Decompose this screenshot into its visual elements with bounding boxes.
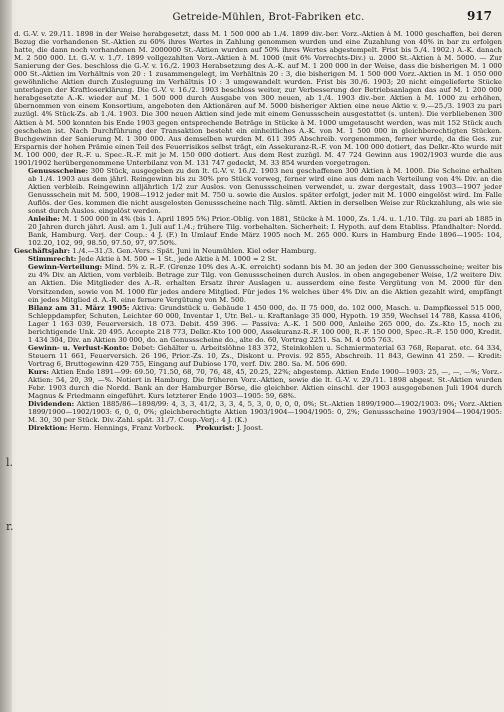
paragraph-genussscheine: Genussscheine: 300 Stück, ausgegeben zu den lt. G.-V. v. 16./2. 1903 neu geschaffenen 300 Aktien à M. 1000. Die Scheine erhalten ab 1./4. 1903 aus dem jährl. Reingewinn bis zu 30% pro Stück vorweg, ferner wird eine aus dem nach Verteilung von 4% Div. an die Aktien verbleib. Reingewinn alljährlich 1/2 zur Auslos. von Genussscheinen verwendet, u. zwar dergestalt, dass 1903—1907 jeder Genussschein mit M. 500, 1908—1912 jeder mit M. 750 u. sowie die Auslos. später erfolgt, jeder mit M. 1000 eingelöst wird. Im Falle Auflös. der Ges. kommen die nicht ausgelosten Genussscheine nach Tilg. sämtl. Aktien in derselben Weise zur Rückzahlung, als wie sie sonst durch Auslos. eingelöst werden. xyxy=(28,166,502,216)
margin-mark-1: l. xyxy=(6,456,14,469)
section-label: Geschäftsjahr: xyxy=(14,247,70,256)
paragraph-capital-history: d. G.-V. v. 29./11. 1898 in der Weise herabgesetzt, dass M. 1 500 000 ab 1./4. 1899 div.-ber. Vorz.-Aktien à M. 1000 geschaffen, bei deren Bezug die vorhandenen St.-Aktien zu 60% ihres Wertes in Zahlung genommen wurden und eine Zuzahlung von 40% in bar zu erfolgen hatte, die dann noch vorhandenen M. 2000000 St.-Aktien wurden auf 50% ihres Wertes abgestempelt. Frist bis 5./4. 1902.) A.-K. danach M. 2 500 000. Lt. G.-V. v. 1./7. 1899 vollgezahlten Vorz.-Aktien à M. 1000 (mit 6% Vorrechts-Div.) u. 2000 St.-Aktien à M. 5000. — Zur Sanierung der Ges. beschloss die G.-V. v. 16./2. 1903 Herabsetzung des A.-K. auf M. 1 200 000 in der Weise, dass die bisherigen M. 1 000 000 St.-Aktien im Verhältnis von 20 : 1 zusammengelegt, im Verhältnis 20 : 3, die bisherigen M. 1 500 000 Vorz.-Aktien in M. 1 050 000 gewöhnliche Aktien durch Zusleguung im Verhältnis 10 : 3 umgewandelt wurden. Frist bis 30./6. 1903; 20 nicht eingelieferte Stücke unterlagen der Kraftloserklärung. Die G.-V. v. 16./2. 1903 beschloss weiter, zur Verbesserung der Betriebsanlagen das auf M. 1 200 000 herabgesetzte A.-K. wieder auf M. 1 500 000 durch Ausgabe von 300 neuen, ab 1./4. 1903 div.-ber. Aktien à M. 1000 zu erhöhen, übernommen von einem Konsortium, angeboten den Aktionären auf M. 5000 bisheriger Aktien eine neue Aktie v. 9.—25./3. 1903 zu pari zuzügl. 4% Stück-Zs. ab 1./4. 1903. Die 300 neuen Aktien sind jede mit einem Genussschein ausgestattet (s. unten). Die verbliebenen 300 Aktien à M. 500 konnten bis Ende 1903 gegen entsprechende Beträge in Stücke à M. 1000 umgetauscht werden, was mit 152 Stück auch geschehen ist. Nach Durchführung der Transaktion besteht ein einheitliches A.-K. von M. 1 500 000 in gleichberechtigten Stücken. Buchgewinn der Sanierung M. 1 300 000. Aus demselben wurden M. 611 395 Abschreib. vorgenommen, ferner wurde, da die Ges. zur Ersparnis der hohen Prämie einen Teil des Feuerrisikos selbst trägt, ein Assekuranz-R.-F. von M. 100 000 dotiert, das Delkr.-Kto wurde mit M. 100 000, der R.-F. u. Spec.-R.-F. mit je M. 150 000 dotiert. Aus dem Rest zuzügl. M. 47 724 Gewinn aus 1902/1903 wurde die aus 1901/1902 herübergenommene Unterbilanz von M. 131 747 gedeckt, M. 33 854 wurden vorgetragen. xyxy=(14,30,502,167)
page-header xyxy=(70,9,492,23)
section-label: Gewinn- u. Verlust-Konto: xyxy=(28,343,130,352)
paragraph-dividenden: Dividenden: Aktien 1885/86—1898/99: 4, 3, 3, 41/2, 3, 3, 4, 5, 3, 0, 0, 0, 0, 0%; St.-Aktien 1899/1900—1902/1903: 0%; Vorz.-Aktien 1899/1900—1902/1903: 6, 0, 0, 0%; gleichberechtigte Aktien 1903/1904—1904/1905: 0, 2%; Genussscheine 1903/1904—1904/1905: M. 30, 30 per Stück. Div.-Zahl. spät. 31./7. Coup.-Verj.: 4 J. (K.) xyxy=(28,400,502,425)
section-label: Gewinn-Verteilung: xyxy=(28,263,103,272)
paragraph-bilanz: Bilanz am 31. März 1905: Aktiva: Grundstück u. Gebäude 1 450 000, do. II 75 000, do. 102 000, Masch. u. Dampfkessel 515 000, Schleppdampfer, Schuten, Leichter 60 000, Inventar 1, Utr. Bel.- u. Kraftanlage 35 000, Hypoth. 19 359, Wechsel 14 788, Kassa 4106, Lager 1 163 039, Feuerversich. 18 073. Debit. 459 396. — Passiva: A.-K. 1 500 000, Anleihe 265 000, do. Zs.-Kto 15, noch zu berichtigende Unk. 20 495. Accepte 218 773, Delkr.-Kto 100 000, Assekuranz-R.-F. 100 000, R.-F. 150 000, Spec.-R.-F. 150 000, Kredit. 1 434 304, Div. an Aktien 30 000, do. an Genussscheine do., alte do. 60, Vortrag 2251. Sa. M. 4 055 763. xyxy=(28,303,502,344)
book-binding-shadow xyxy=(0,0,12,712)
paragraph-direktion: Direktion: Herm. Hennings, Franz Vorbeck. Prokurist: J. Joost. xyxy=(28,424,264,433)
page-number: 917 xyxy=(466,9,492,23)
paragraph-stimmrecht: Stimmrecht: Jede Aktie à M. 500 = 1 St., jede Aktie à M. 1000 = 2 St. xyxy=(28,255,278,264)
paragraph-anleihe: Anleihe: M. 1 500 000 in 4% (bis 1. April 1895 5%) Prior.-Oblig. von 1881, Stücke à M. 1000, Zs. 1./4. u. 1./10. Tilg. zu pari ab 1885 in 20 Jahren durch jährl. Ausl. am 1. Juli auf 1./4.; frühere Tilg. vorbehalten. Sicherheit: I. Hypoth. auf dem Etabliss. Pfandhalter: Nordd. Bank, Hamburg. Verj. der Coup.: 4 J. (F.) In Umlauf Ende März 1905 noch M. 265 000. Kurs in Hamburg Ende 1896—1905: 104, 102.20, 102, 99, 98.50, 97.50, 97, 97.50%. xyxy=(28,215,502,248)
article-body xyxy=(14,30,502,704)
section-label: Genussscheine: xyxy=(28,166,89,175)
section-label: Dividenden: xyxy=(28,400,75,409)
section-label: Direktion: xyxy=(28,424,68,433)
section-label: Kurs: xyxy=(28,367,49,376)
paragraph-gewinn-verlust: Gewinn- u. Verlust-Konto: Debet: Gehälter u. Arbeitslöhne 183 372, Steinkohlen u. Schmiermaterial 63 768, Reparat. etc. 64 334, Steuern 11 661, Feuerversich. 26 196, Prior.-Zs. 10, Zs., Diskont u. Provis. 92 855, Abschreib. 11 843, Gewinn 41 259. — Kredit: Vortrag 6, Bruttogewinn 429 755, Eingang auf Dubiose 170, verf. Div. 280. Sa. M. 506 690. xyxy=(28,343,502,368)
margin-mark-2: r. xyxy=(6,520,14,533)
paragraph-kurs: Kurs: Aktien Ende 1891—99: 69.50, 71.50, 68, 70, 76, 48, 45, 20.25, 22%; abgestemp. Aktien Ende 1900—1903: 25, —, —, —%; Vorz.-Aktien: 54, 20, 39, —%. Notiert in Hamburg. Die früheren Vorz.-Aktien, sowie die lt. G.-V. v. 29./11. 1898 abgest. St.-Aktien wurden Febr. 1903 durch die Nordd. Bank an der Hamburger Börse, die gleichber. Aktien einschl. der 1903 ausgegebenen Juli 1904 durch Magnus & Friedmann eingeführt. Kurs letzterer Ende 1903—1905: 59, 68%. xyxy=(28,367,502,401)
running-title: Getreide-Mühlen, Brot-Fabriken etc. xyxy=(172,12,365,23)
paragraph-geschaeftsjahr: Geschäftsjahr: 1./4.—31./3. Gen.-Vers.: Spät. Juni in Neumühlen. Kiel oder Hamburg. xyxy=(14,247,317,256)
section-label: Stimmrecht: xyxy=(28,255,77,264)
section-label: Bilanz am 31. März 1905: xyxy=(28,303,130,312)
section-label: Anleihe: xyxy=(28,215,60,224)
paragraph-gewinn-verteilung: Gewinn-Verteilung: Mind. 5% z. R.-F. (Grenze 10% des A.-K. erreicht) sodann bis M. 30 an jeden der 300 Genussscheine; weiter bis zu 4% Div. an Aktien, vom verbleib. Betrage zur Tilg. von Genussscheinen durch Auslos. in oben angegebener Weise, 1/2 weitere Div. an Aktien. Die Mitglieder des A.-R. erhalten Ersatz ihrer Auslagen u. ausserdem eine feste Vergütung von M. 2000 für den Vorsitzenden, sowie von M. 1000 für jedes andere Mitglied. Für jedes 1% welches über 4% Div. an die Aktien gezahlt wird, empfängt ein jedes Mitglied d. A.-R. eine fernere Vergütung von M. 500. xyxy=(28,263,502,304)
section-label-prokurist: Prokurist: xyxy=(195,424,235,433)
